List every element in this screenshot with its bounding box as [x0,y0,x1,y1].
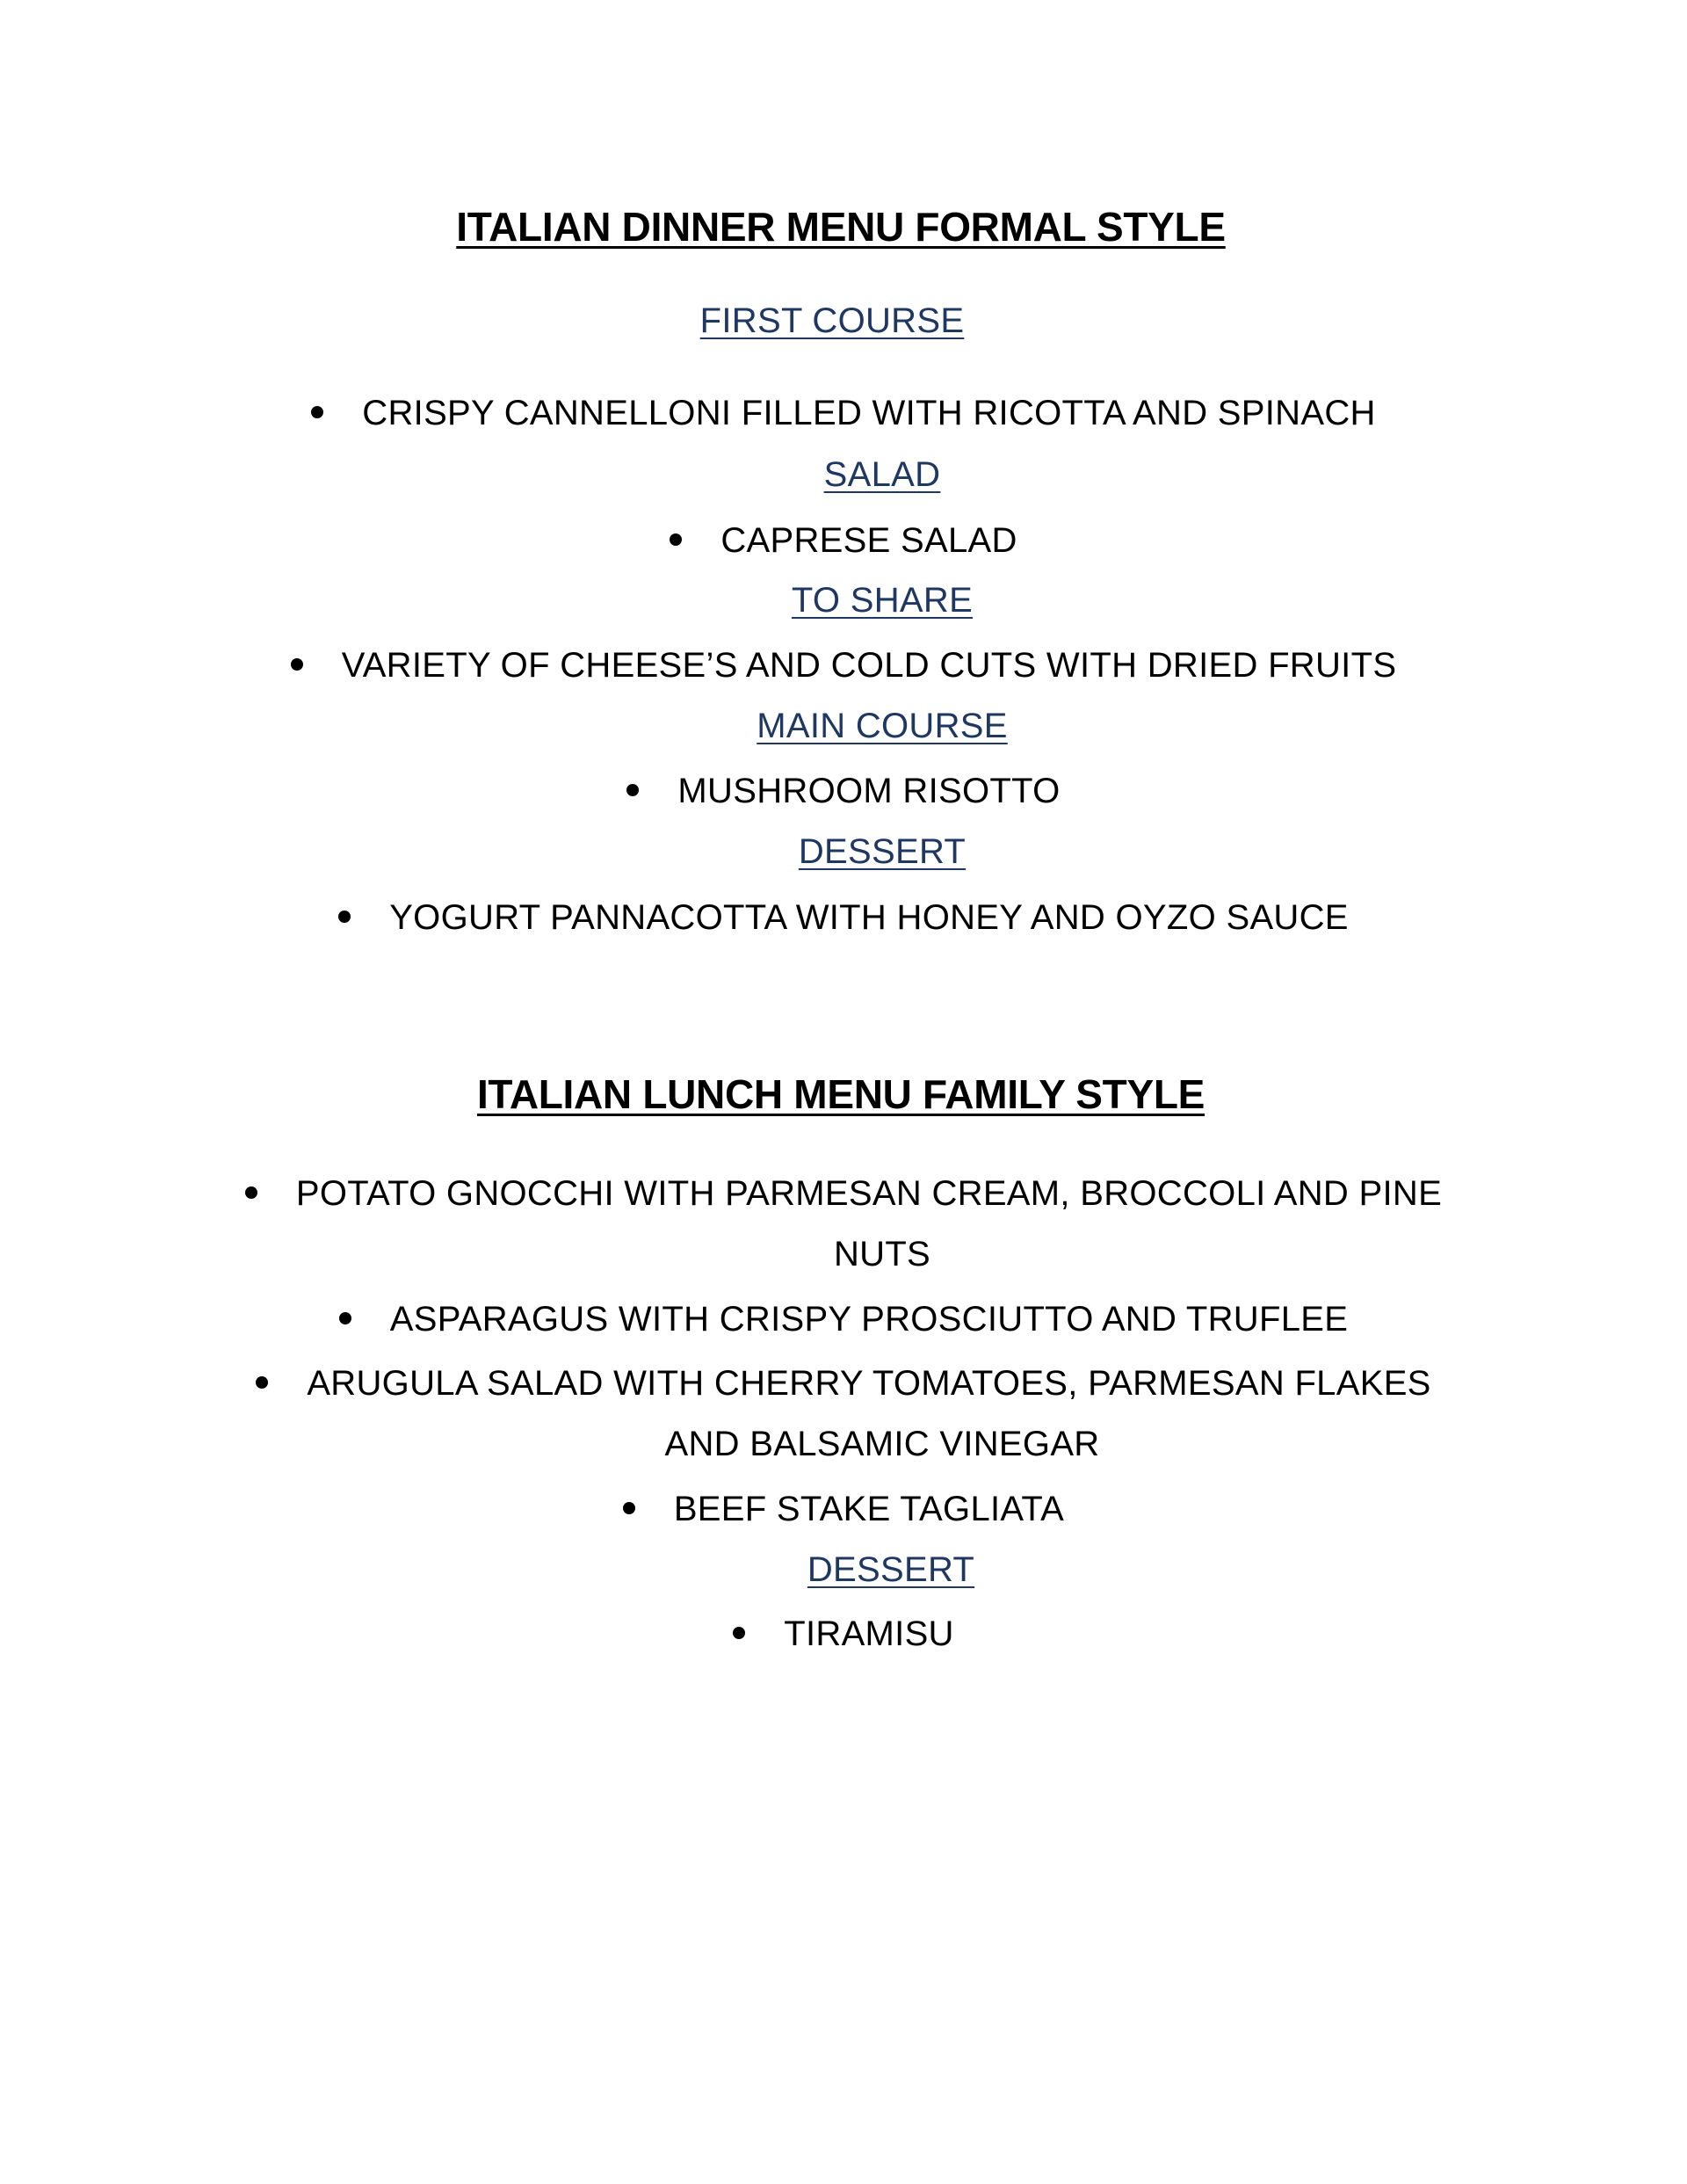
salad-item [0,519,1687,562]
lunch-item-arugula [0,1361,1687,1405]
bullet-icon [670,533,682,546]
menu-item-text: YOGURT PANNACOTTA WITH HONEY AND OYZO SAUCE [389,898,1349,937]
dinner-dessert-heading: DESSERT [798,832,967,871]
to-share-heading: TO SHARE [791,581,974,620]
to-share-item [0,643,1687,687]
menu-item-text: CRISPY CANNELLONI FILLED WITH RICOTTA AND SPINACH [362,394,1376,432]
bullet-icon [733,1627,745,1639]
bullet-icon [245,1186,257,1199]
first-course-item [0,391,1687,435]
first-course-heading: FIRST COURSE [699,301,965,340]
menu-item-text: ARUGULA SALAD WITH CHERRY TOMATOES, PARMESAN FLAKES [307,1364,1431,1403]
lunch-item-beef [0,1487,1687,1531]
lunch-menu-title: ITALIAN LUNCH MENU FAMILY STYLE [476,1071,1206,1117]
lunch-item-arugula-continued: AND BALSAMIC VINEGAR [664,1425,1100,1463]
bullet-icon [256,1376,268,1389]
menu-item-text: VARIETY OF CHEESE’S AND COLD CUTS WITH DRIED FRUITS [341,646,1397,685]
bullet-icon [291,658,303,671]
lunch-dessert-item [0,1612,1687,1656]
main-course-heading: MAIN COURSE [757,707,1008,745]
lunch-dessert-heading: DESSERT [807,1550,975,1589]
menu-item-text: MUSHROOM RISOTTO [677,772,1061,810]
lunch-item-gnocchi-continued: NUTS [833,1235,931,1273]
bullet-icon [623,1502,635,1514]
lunch-item-gnocchi [0,1172,1687,1215]
bullet-icon [311,406,323,418]
bullet-icon [338,911,351,923]
dinner-dessert-item [0,896,1687,940]
main-course-item [0,769,1687,813]
menu-item-text: TIRAMISU [784,1614,954,1653]
dinner-menu-title: ITALIAN DINNER MENU FORMAL STYLE [456,204,1226,250]
bullet-icon [626,784,639,796]
menu-item-text: BEEF STAKE TAGLIATA [673,1490,1065,1528]
menu-item-text: ASPARAGUS WITH CRISPY PROSCIUTTO AND TRUFLEE [389,1300,1349,1339]
menu-item-text: POTATO GNOCCHI WITH PARMESAN CREAM, BROCCOLI AND PINE [295,1174,1443,1213]
lunch-item-asparagus [0,1297,1687,1341]
bullet-icon [339,1312,351,1324]
menu-item-text: CAPRESE SALAD [720,521,1017,560]
salad-heading: SALAD [823,455,941,494]
